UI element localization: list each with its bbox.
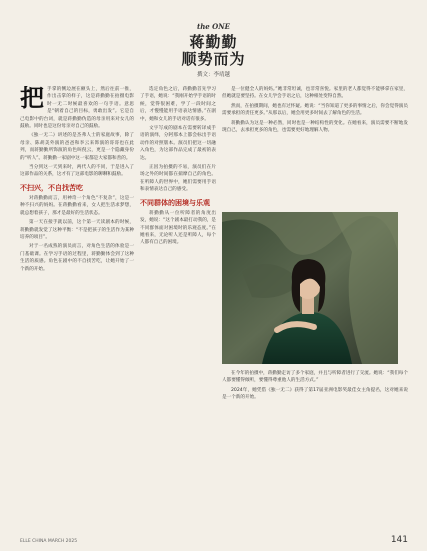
paragraph: 选定角色之后，蒋勤勤首先学习了手语，她说：“我刚开始学手语的时候，觉得很困难，学了一段时间之后，才慢慢能用手语表达情感。”在剧中，她和女儿的手语对话有很多。: [140, 87, 216, 122]
paragraph: 正因为拍摄的不易，演员们在片场之外的时间都在揣摩自己的角色。在听障人的世界中，她们需要用手语和表情表达自己的感受。: [140, 165, 216, 193]
title-line-2: 顺势而为: [181, 50, 246, 68]
paragraph: 在今年的拍摄中，蒋勤勤走访了多个家庭，并且与听障者进行了交流。她说：“我们每个人都要懂得倾听，要懂得尊重他人的生活方式。”: [222, 371, 408, 384]
byline: 撰文：李靖越: [196, 72, 230, 78]
paragraph: 然而，在拍摄期间，她也有过怀疑。她说：“当你知道了更多的事情之后，你会觉得演员需要承担的责任更多。”从那以后，她会用更多时间去了解角色的生活。: [222, 103, 408, 117]
column-3: [222, 86, 408, 208]
title-line-1: 蒋勤勤: [189, 33, 238, 51]
paragraph: 《独一无二》讲述的是杰弗人士的家庭故事，除了母亲、陈胡美外演的爸爸和李云来饰演的哥哥也在此列，而蒋勤勤所饰演的角色叫倪云，更是一个隐藏身份的“听人”。蒋勤勤一家剧中这一家都是大家都和善的。: [20, 133, 134, 161]
subheading-2: 不同群体的困境与乐观: [140, 197, 210, 207]
page-footer: [20, 535, 408, 547]
paragraph: 蒋勤勤从一位听障者的角度出发，她说：“这个剧本最打动我的，是不同群体面对困境时的乐观态度。”在她看来，无论听人还是听障人，每个人都有自己的困境。: [140, 210, 216, 246]
portrait-illustration: [222, 212, 398, 364]
column-2: [140, 86, 216, 526]
column-3-lower: [222, 370, 408, 526]
paragraph: 第一天在接手就以前，这个第一天读剧本的时候，蒋勤勤就发觉了这种平衡：“不是把孩子的生活作为某种培养的项目”。: [20, 220, 134, 240]
paragraph: 是一位健全人的妈妈。”她非常坦诚，也非常喜悦。家里的老人都觉得不能够拿在家里，但她就是要坚持。在女儿学会手语之后，这种相处变得自然。: [222, 87, 408, 100]
section-tag: [0, 22, 427, 31]
article-title: [0, 34, 427, 68]
section-name: the ONE: [196, 22, 231, 31]
column-1: [20, 86, 134, 526]
paragraph: 当分到这一天到来时，两代人的不同，于是进入了这部作品的关系，这才有了这部电影的聊聊和鼓励。: [20, 165, 134, 178]
paragraph: 2024年，她凭借《独一无二》获得了第17届亚洲电影奖最佳女主角提名，这对她来说是一个新的开始。: [222, 387, 408, 401]
intro-paragraph: [20, 86, 134, 130]
paragraph: 对蒋勤勤而言，用神奇一个角色“不复杂”，这是一种不扫兴的妈妈。在蒋勤勤看来，女人把生活求梦想，就总想着孩子，那才是最好的生活状态。: [20, 195, 134, 216]
subheading-1: 不扫兴，不自找苦吃: [20, 182, 83, 192]
drop-cap: 把: [20, 86, 44, 112]
paragraph: 对于一名成熟的演员而言，对角色生活的体验是一门基础课。在学习手语的过程里，蒋勤勤体会到了这种生活的质感。角色在剧中的不自找苦吃，让她开始了一个新的开始。: [20, 244, 134, 272]
paragraph: 蒋勤勤认为这是一种必然，同时也是一种结构性的变化。在她看来，演员需要不断地发现自己，去承担更多的角色，也需要更好地理解人物。: [222, 120, 408, 134]
intro-text: 手掌的侧边展在额头上，然后往前一推，作出击掌的样子，这是蒋勤勤在拍摄电影时一无二时候最喜欢的一句手语。意思是“朝着自己的目标，勇敢出发”。它是自己电影中的台词，就是蒋勤勤伪造的母亲用来对女儿的鼓励。同时也是这份母亲对自己的鼓励。: [20, 87, 134, 130]
portrait-photo: [222, 212, 398, 364]
page-number: 141: [390, 535, 408, 545]
paragraph: 文字写成的剧本在需要转译成手语的演绎，分阿那本上都会标出手语动作的对照版本。演员们把这一切融入角色，为这部作品完成了最初的表达。: [140, 126, 216, 161]
footer-magazine-info: ELLE CHINA MARCH 2025: [20, 539, 78, 544]
